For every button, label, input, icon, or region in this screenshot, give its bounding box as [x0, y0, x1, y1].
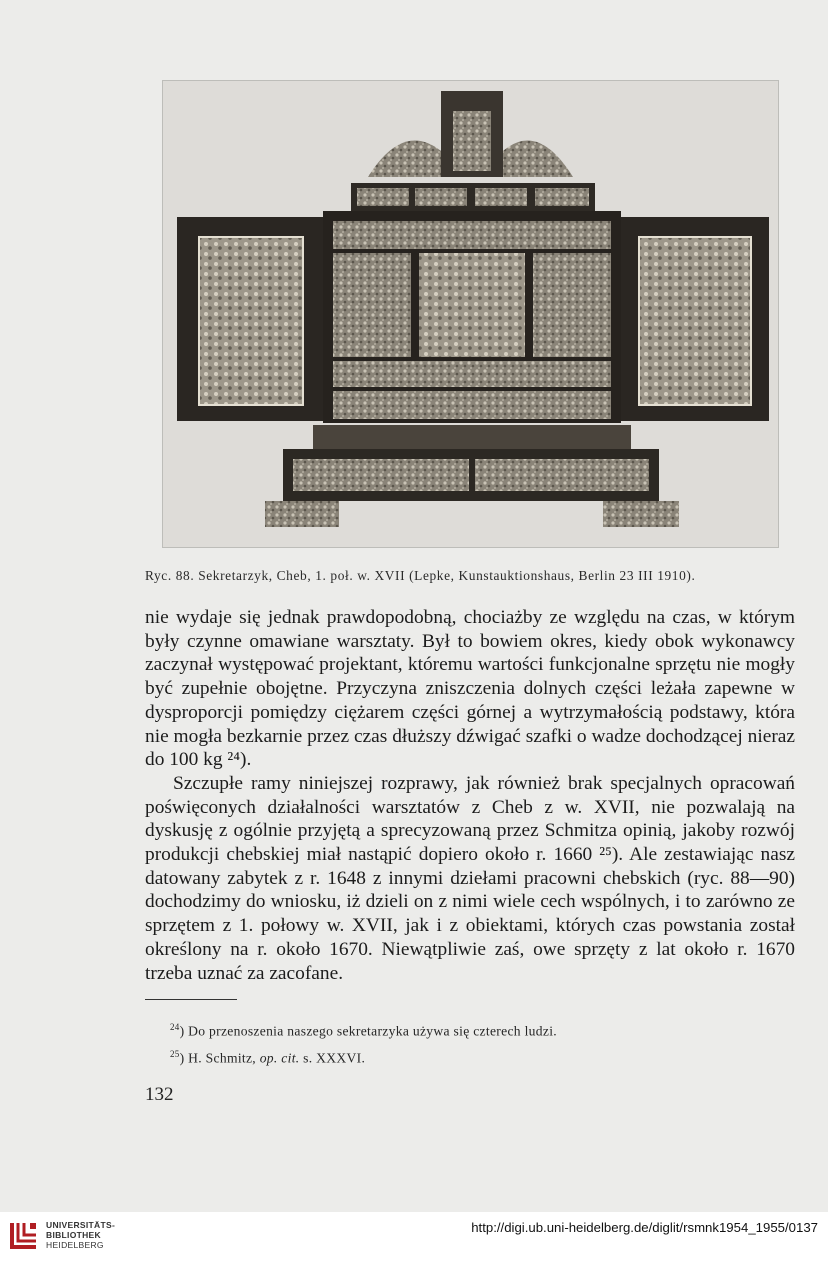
cabinet-illustration	[163, 81, 778, 547]
ub-heidelberg-logo-icon	[8, 1219, 40, 1251]
body-text	[145, 606, 795, 985]
footnote-24: $^{24}$) Do przenoszenia naszego sekretarzyka używa się czterech ludzi.	[170, 1022, 557, 1039]
source-url-link[interactable]: http://digi.ub.uni-heidelberg.de/diglit/rsmnk1954_1955/0137	[471, 1220, 818, 1235]
paragraph: Szczupłe ramy niniejszej rozprawy, jak również brak specjalnych opracowań poświęconych działalności warsztatów z Cheb z w. XVII, nie pozwalają na dyskusję z ogólnie przyjętą a sprecyzowaną przez Schmitza opinią, jakoby rozwój produkcji chebskiej miał nastąpić dopiero około r. 1660 ²⁵). Ale zestawiając nasz datowany zabytek z r. 1648 z innymi dziełami pracowni chebskich (ryc. 88—90) dochodzimy do wniosku, iż dzieli on z nimi wiele cech wspólnych, i to zarówno ze sprzętem z 1. połowy w. XVII, jak i z obiektami, których czas powstania został określony na r. około 1670. Niewątpliwie zaś, owe sprzęty z lat około r. 1670 trzeba uznać za zacofane.	[145, 772, 795, 984]
footnote-rule	[145, 999, 237, 1000]
figure-photo-cabinet	[162, 80, 779, 548]
library-logo[interactable]	[8, 1219, 115, 1251]
figure-caption: Ryc. 88. Sekretarzyk, Cheb, 1. poł. w. XVII (Lepke, Kunstauktionshaus, Berlin 23 III 1910).	[145, 568, 696, 583]
page-number: 132	[145, 1084, 174, 1105]
logo-text: UNIVERSITÄTS- BIBLIOTHEK HEIDELBERG	[46, 1220, 116, 1250]
footnote-25: $^{25}$) H. Schmitz, op. cit. s. XXXVI.	[170, 1048, 366, 1066]
footnotes	[170, 1016, 790, 1069]
paragraph: nie wydaje się jednak prawdopodobną, chociażby ze względu na czas, w którym były czynne omawiane warsztaty. Był to bowiem okres, kiedy obok wykonawcy zaczynał występować projektant, któremu wartości funkcjonalne sprzętu nie mogły być zupełnie obojętne. Przyczyna zniszczenia dolnych części leżała zapewne w dysproporcji pomiędzy ciężarem części górnej a wytrzymałością podstawy, która nie mogła bezkarnie przez czas dłuższy dźwigać szafki o wadze dochodzącej nieraz do 100 kg ²⁴).	[145, 607, 795, 771]
